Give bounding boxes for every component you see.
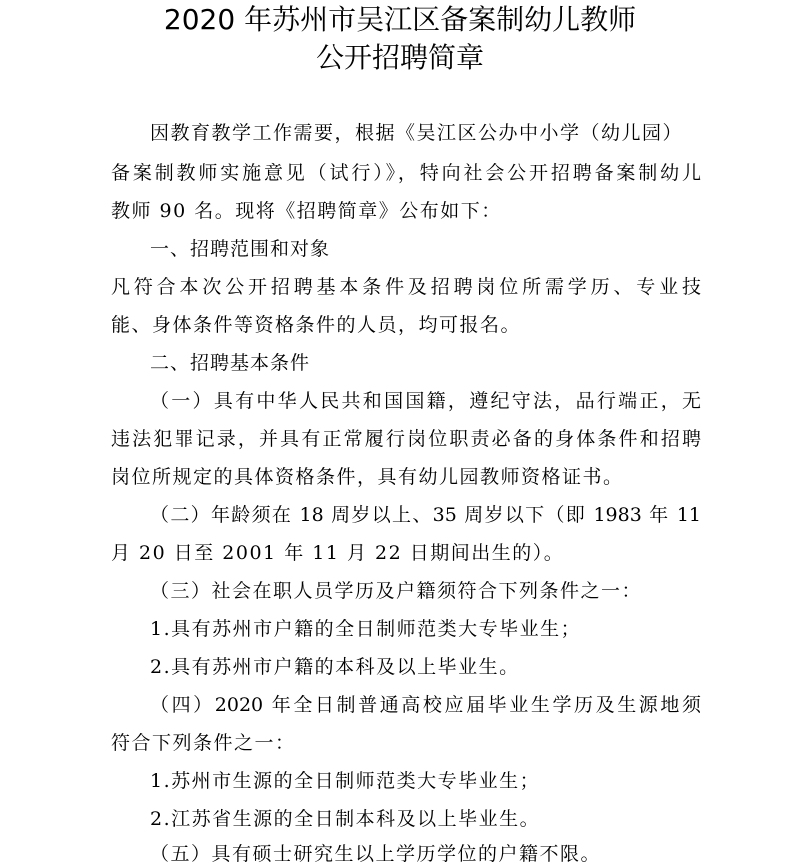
body-line-18: 1.苏州市生源的全日制师范类大专毕业生； xyxy=(150,770,541,792)
body-line-2: 备案制教师实施意见（试行）》，特向社会公开招聘备案制幼儿 xyxy=(111,162,701,184)
body-line-10: 岗位所规定的具体资格条件，具有幼儿园教师资格证书。 xyxy=(111,466,624,488)
body-line-6: 能、身体条件等资格条件的人员，均可报名。 xyxy=(111,314,522,336)
body-line-12: 月 20 日至 2001 年 11 月 22 日期间出生的）。 xyxy=(111,542,565,564)
body-line-20: （五）具有硕士研究生以上学历学位的户籍不限。 xyxy=(150,843,602,865)
body-line-16: （四）2020 年全日制普通高校应届毕业生学历及生源地须 xyxy=(150,694,701,716)
document-title-line-1: 2020 年苏州市吴江区备案制幼儿教师 xyxy=(163,3,637,36)
body-line-19: 2.江苏省生源的全日制本科及以上毕业生。 xyxy=(150,808,541,830)
body-line-9: 违法犯罪记录，并具有正常履行岗位职责必备的身体条件和招聘 xyxy=(111,428,701,450)
body-line-11: （二）年龄须在 18 周岁以上、35 周岁以下（即 1983 年 11 xyxy=(150,504,701,526)
section-heading-1: 一、招聘范围和对象 xyxy=(150,238,331,260)
body-line-14: 1.具有苏州市户籍的全日制师范类大专毕业生； xyxy=(150,618,582,640)
body-line-13: （三）社会在职人员学历及户籍须符合下列条件之一： xyxy=(150,580,643,602)
body-line-17: 符合下列条件之一： xyxy=(111,732,296,754)
section-heading-2: 二、招聘基本条件 xyxy=(150,352,311,374)
document-title-line-2: 公开招聘简章 xyxy=(315,41,484,74)
body-line-15: 2.具有苏州市户籍的本科及以上毕业生。 xyxy=(150,656,520,678)
body-line-1: 因教育教学工作需要，根据《吴江区公办中小学（幼儿园） xyxy=(150,122,684,144)
body-line-3: 教师 90 名。现将《招聘简章》公布如下： xyxy=(111,200,502,222)
body-line-5: 凡符合本次公开招聘基本条件及招聘岗位所需学历、专业技 xyxy=(111,276,701,298)
body-line-8: （一）具有中华人民共和国国籍，遵纪守法，品行端正，无 xyxy=(150,390,701,412)
